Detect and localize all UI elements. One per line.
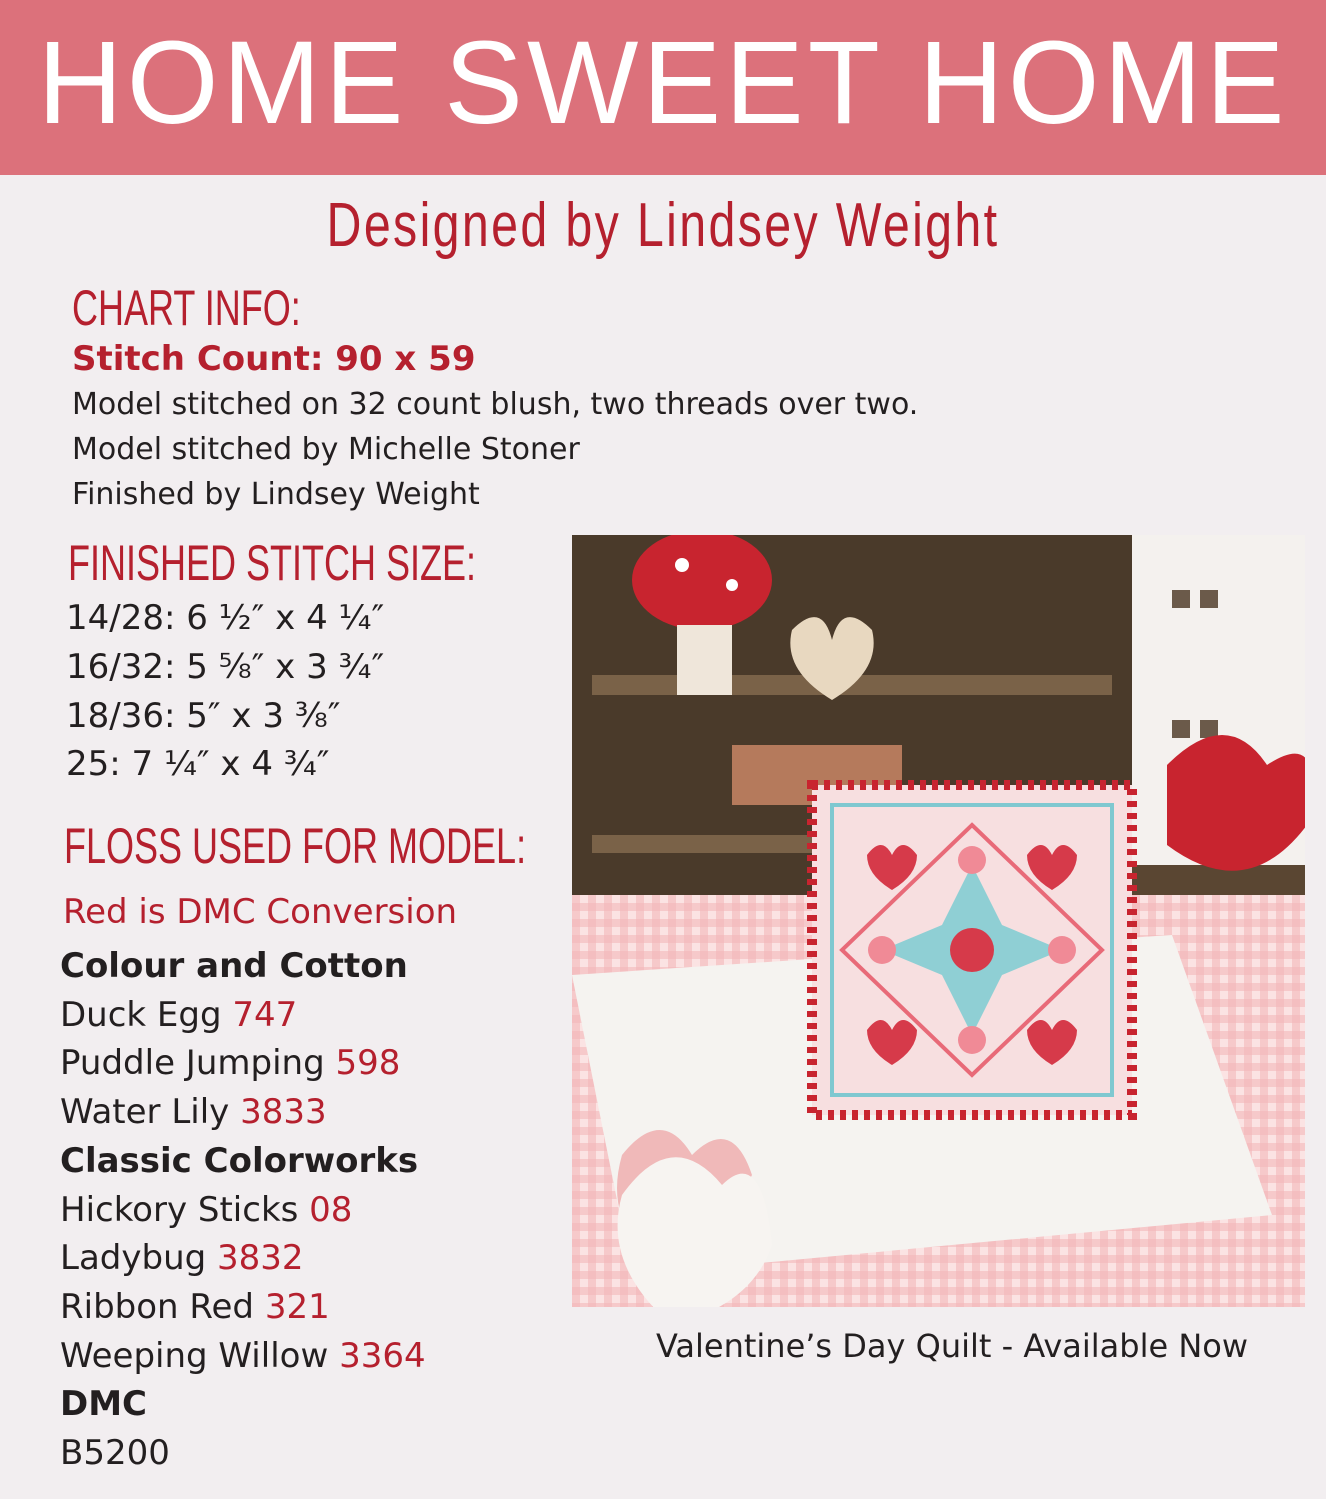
floss-code: 3364 (339, 1336, 426, 1376)
size-row: 14/28: 6 ½″ x 4 ¼″ (66, 598, 385, 638)
size-row: 25: 7 ¼″ x 4 ¾″ (66, 744, 330, 784)
floss-code: 3833 (240, 1092, 327, 1132)
floss-item (60, 1188, 352, 1232)
designer-credit: Designed by Lindsey Weight (326, 191, 1000, 260)
floss-name: Duck Egg (60, 995, 222, 1035)
floss-item (60, 1334, 426, 1378)
floss-code: 598 (335, 1043, 401, 1083)
floss-heading: FLOSS USED FOR MODEL: (64, 818, 527, 874)
floss-brand: Classic Colorworks (60, 1141, 419, 1181)
floss-note: Red is DMC Conversion (63, 892, 458, 932)
title-banner (0, 0, 1326, 175)
model-photo (572, 535, 1305, 1307)
floss-item: B5200 (60, 1433, 170, 1473)
floss-name: Ribbon Red (60, 1287, 254, 1327)
finished-size-heading: FINISHED STITCH SIZE: (68, 535, 477, 591)
floss-brand: DMC (60, 1384, 148, 1424)
fabric-line: Model stitched on 32 count blush, two threads over two. (72, 387, 919, 422)
size-row: 16/32: 5 ⅝″ x 3 ¾″ (66, 647, 385, 687)
floss-name: Puddle Jumping (60, 1043, 325, 1083)
stitcher-line: Model stitched by Michelle Stoner (72, 432, 580, 467)
floss-item (60, 1041, 400, 1085)
floss-brand: Colour and Cotton (60, 946, 408, 986)
floss-code: 08 (309, 1190, 353, 1230)
floss-name: Water Lily (60, 1092, 230, 1132)
floss-item (60, 1090, 327, 1134)
size-row: 18/36: 5″ x 3 ⅜″ (66, 696, 341, 736)
floss-code: 3832 (217, 1238, 304, 1278)
page-title: HOME SWEET HOME (37, 17, 1289, 149)
floss-name: Hickory Sticks (60, 1190, 299, 1230)
finisher-line: Finished by Lindsey Weight (72, 477, 480, 512)
stitch-count: Stitch Count: 90 x 59 (72, 339, 476, 379)
floss-item (60, 1236, 304, 1280)
floss-item (60, 993, 297, 1037)
floss-item (60, 1285, 330, 1329)
floss-code: 747 (232, 995, 298, 1035)
photo-caption: Valentine’s Day Quilt - Available Now (655, 1327, 1249, 1365)
floss-name: Weeping Willow (60, 1336, 329, 1376)
chart-info-heading: CHART INFO: (72, 280, 301, 336)
floss-code: 321 (264, 1287, 330, 1327)
floss-name: Ladybug (60, 1238, 207, 1278)
